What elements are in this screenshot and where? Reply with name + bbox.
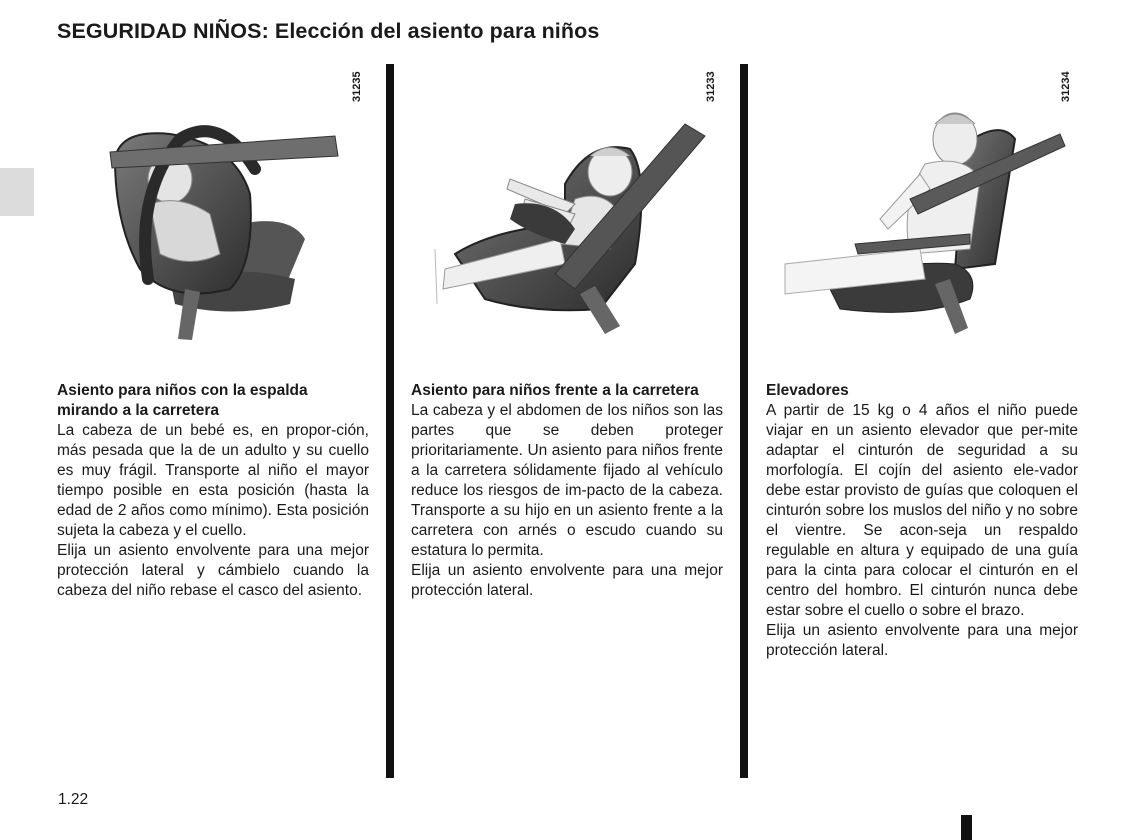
column-paragraph: Elija un asiento envolvente para una mejor protección lateral y cámbielo cuando la cabeza del niño rebase el casco del asiento. xyxy=(57,542,369,599)
figure-ref-3: 31234 xyxy=(1060,71,1072,102)
column-paragraph: La cabeza de un bebé es, en propor-ción, más pesada que la de un adulto y su cuello es muy frágil. Transporte al niño el mayor tiempo posible en esta posición (hasta la edad de 2 años como mínimo). Esta posición sujeta la cabeza y el cuello. xyxy=(57,422,369,539)
column-heading: Asiento para niños con la espalda mirando a la carretera xyxy=(57,382,308,419)
column-divider-1 xyxy=(386,64,394,778)
column-divider-2 xyxy=(740,64,748,778)
column-paragraph: La cabeza y el abdomen de los niños son las partes que se deben proteger prioritariamente. Un asiento para niños frente a la carretera sólidamente fijado al vehículo reduce los riesgos de im-pacto de la cabeza. Transporte a su hijo en un asiento frente a la carretera con arnés o escudo cuando su estatura lo permita. xyxy=(411,402,723,559)
column-rear-facing xyxy=(57,381,369,601)
column-heading: Asiento para niños frente a la carretera xyxy=(411,382,699,399)
booster-seat-illustration xyxy=(770,64,1090,354)
section-tab xyxy=(0,168,34,216)
page-title: SEGURIDAD NIÑOS: Elección del asiento para niños xyxy=(57,19,600,43)
forward-facing-child-seat-illustration xyxy=(415,64,735,354)
column-forward-facing xyxy=(411,381,723,601)
column-paragraph: A partir de 15 kg o 4 años el niño puede viajar en un asiento elevador que per-mite adaptar el cinturón de seguridad a su morfología. El cojín del asiento ele-vador debe estar provisto de guías que coloquen el cinturón sobre los muslos del niño y no sobre el vientre. Se acon-seja un respaldo regulable en altura y equipado de una guía para la cinta para colocar el cinturón en el centro del hombro. El cinturón nunca debe estar sobre el cuello o sobre el brazo. xyxy=(766,402,1078,619)
rear-facing-infant-seat-illustration xyxy=(60,64,380,354)
corner-mark xyxy=(961,815,972,840)
column-paragraph: Elija un asiento envolvente para una mejor protección lateral. xyxy=(766,622,1078,659)
column-heading: Elevadores xyxy=(766,382,849,399)
page-number: 1.22 xyxy=(58,791,89,808)
figure-ref-1: 31235 xyxy=(351,71,363,102)
column-booster xyxy=(766,381,1078,661)
column-paragraph: Elija un asiento envolvente para una mejor protección lateral. xyxy=(411,562,723,599)
figure-ref-2: 31233 xyxy=(705,71,717,102)
